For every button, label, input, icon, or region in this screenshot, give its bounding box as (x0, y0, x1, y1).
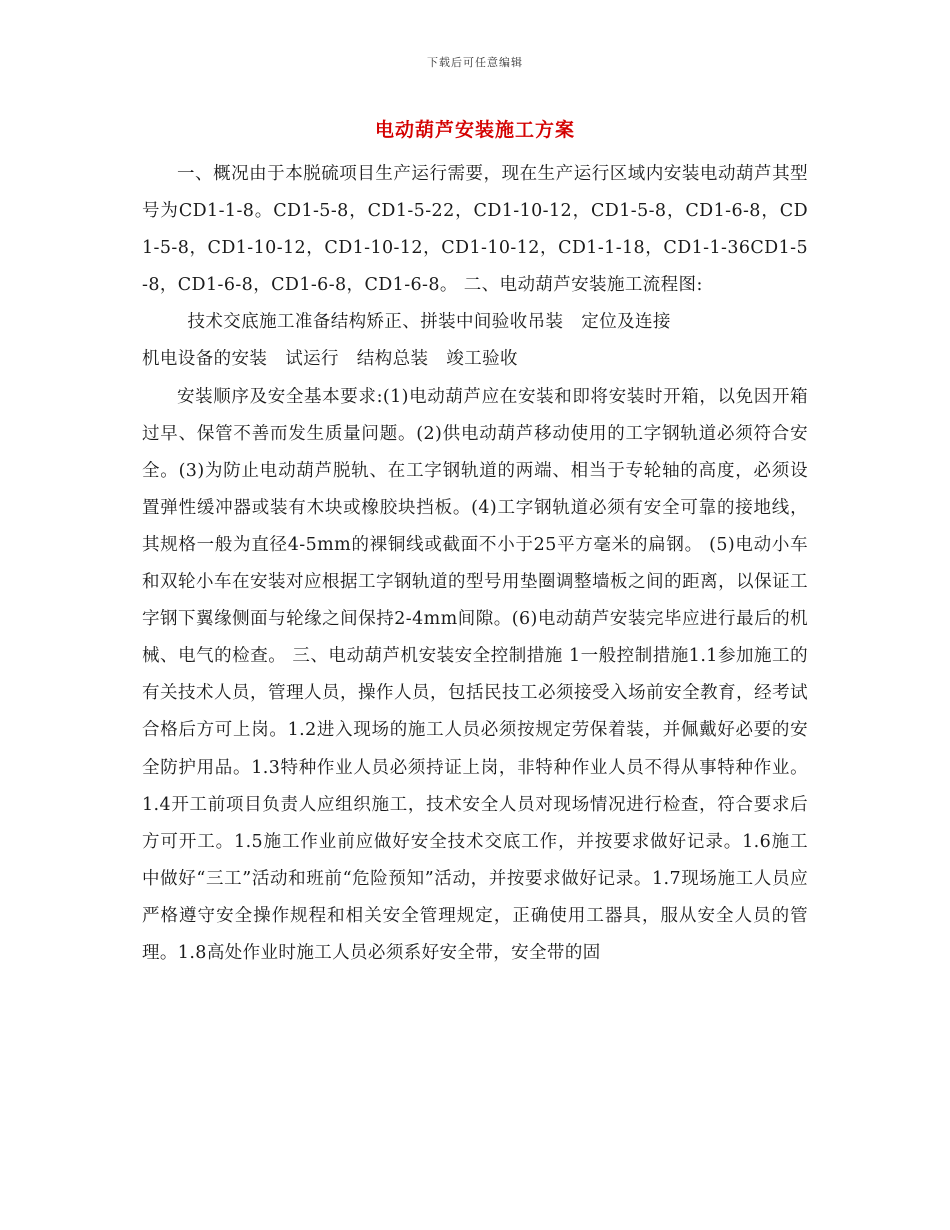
flowchart-line-2: 机电设备的安装 试运行 结构总装 竣工验收 (142, 349, 518, 370)
paragraph-requirements: 安装顺序及安全基本要求:(1)电动葫芦应在安装和即将安装时开箱，以免因开箱过早、保管不善而发生质量问题。(2)供电动葫芦移动使用的工字钢轨道必须符合安全。(3)为防止电动葫芦脱轨、在工字钢轨道的两端、相当于专轮轴的高度，必须设置弹性缓冲器或装有木块或橡胶块挡板。(4)工字钢轨道必须有安全可靠的接地线，其规格一般为直径4-5mm的裸铜线或截面不小于25平方毫米的扁钢。 (5)电动小车和双轮小车在安装对应根据工字钢轨道的型号用垫圈调整墙板之间的距离，以保证工字钢下翼缘侧面与轮缘之间保持2-4mm间隙。(6)电动葫芦安装完毕应进行最后的机械、电气的检查。 三、电动葫芦机安装安全控制措施 1一般控制措施1.1参加施工的有关技术人员，管理人员，操作人员，包括民技工必须接受入场前安全教育，经考试合格后方可上岗。1.2进入现场的施工人员必须按规定劳保着装，并佩戴好必要的安全防护用品。1.3特种作业人员必须持证上岗，非特种作业人员不得从事特种作业。1.4开工前项目负责人应组织施工，技术安全人员对现场情况进行检查，符合要求后方可开工。1.5施工作业前应做好安全技术交底工作，并按要求做好记录。1.6施工中做好“三工”活动和班前“危险预知”活动，并按要求做好记录。1.7现场施工人员应严格遵守安全操作规程和相关安全管理规定，正确使用工器具，服从安全人员的管理。1.8高处作业时施工人员必须系好安全带，安全带的固 (142, 386, 808, 963)
flowchart-line-1: 技术交底施工准备结构矫正、拼装中间验收吊装 定位及连接 (187, 312, 671, 333)
document-title: 电动葫芦安装施工方案 (374, 119, 575, 141)
paragraph-overview: 一、概况由于本脱硫项目生产运行需要，现在生产运行区域内安装电动葫芦其型号为CD1-1-8。CD1-5-8，CD1-5-22，CD1-10-12，CD1-5-8，CD1-6-8，CD1-5-8，CD1-10-12，CD1-10-12，CD1-10-12，CD1-1-18，CD1-1-36CD1-5-8，CD1-6-8，CD1-6-8，CD1-6-8。 二、电动葫芦安装施工流程图: (142, 164, 808, 296)
document-body (142, 156, 808, 972)
header-note: 下载后可任意编辑 (427, 56, 523, 69)
